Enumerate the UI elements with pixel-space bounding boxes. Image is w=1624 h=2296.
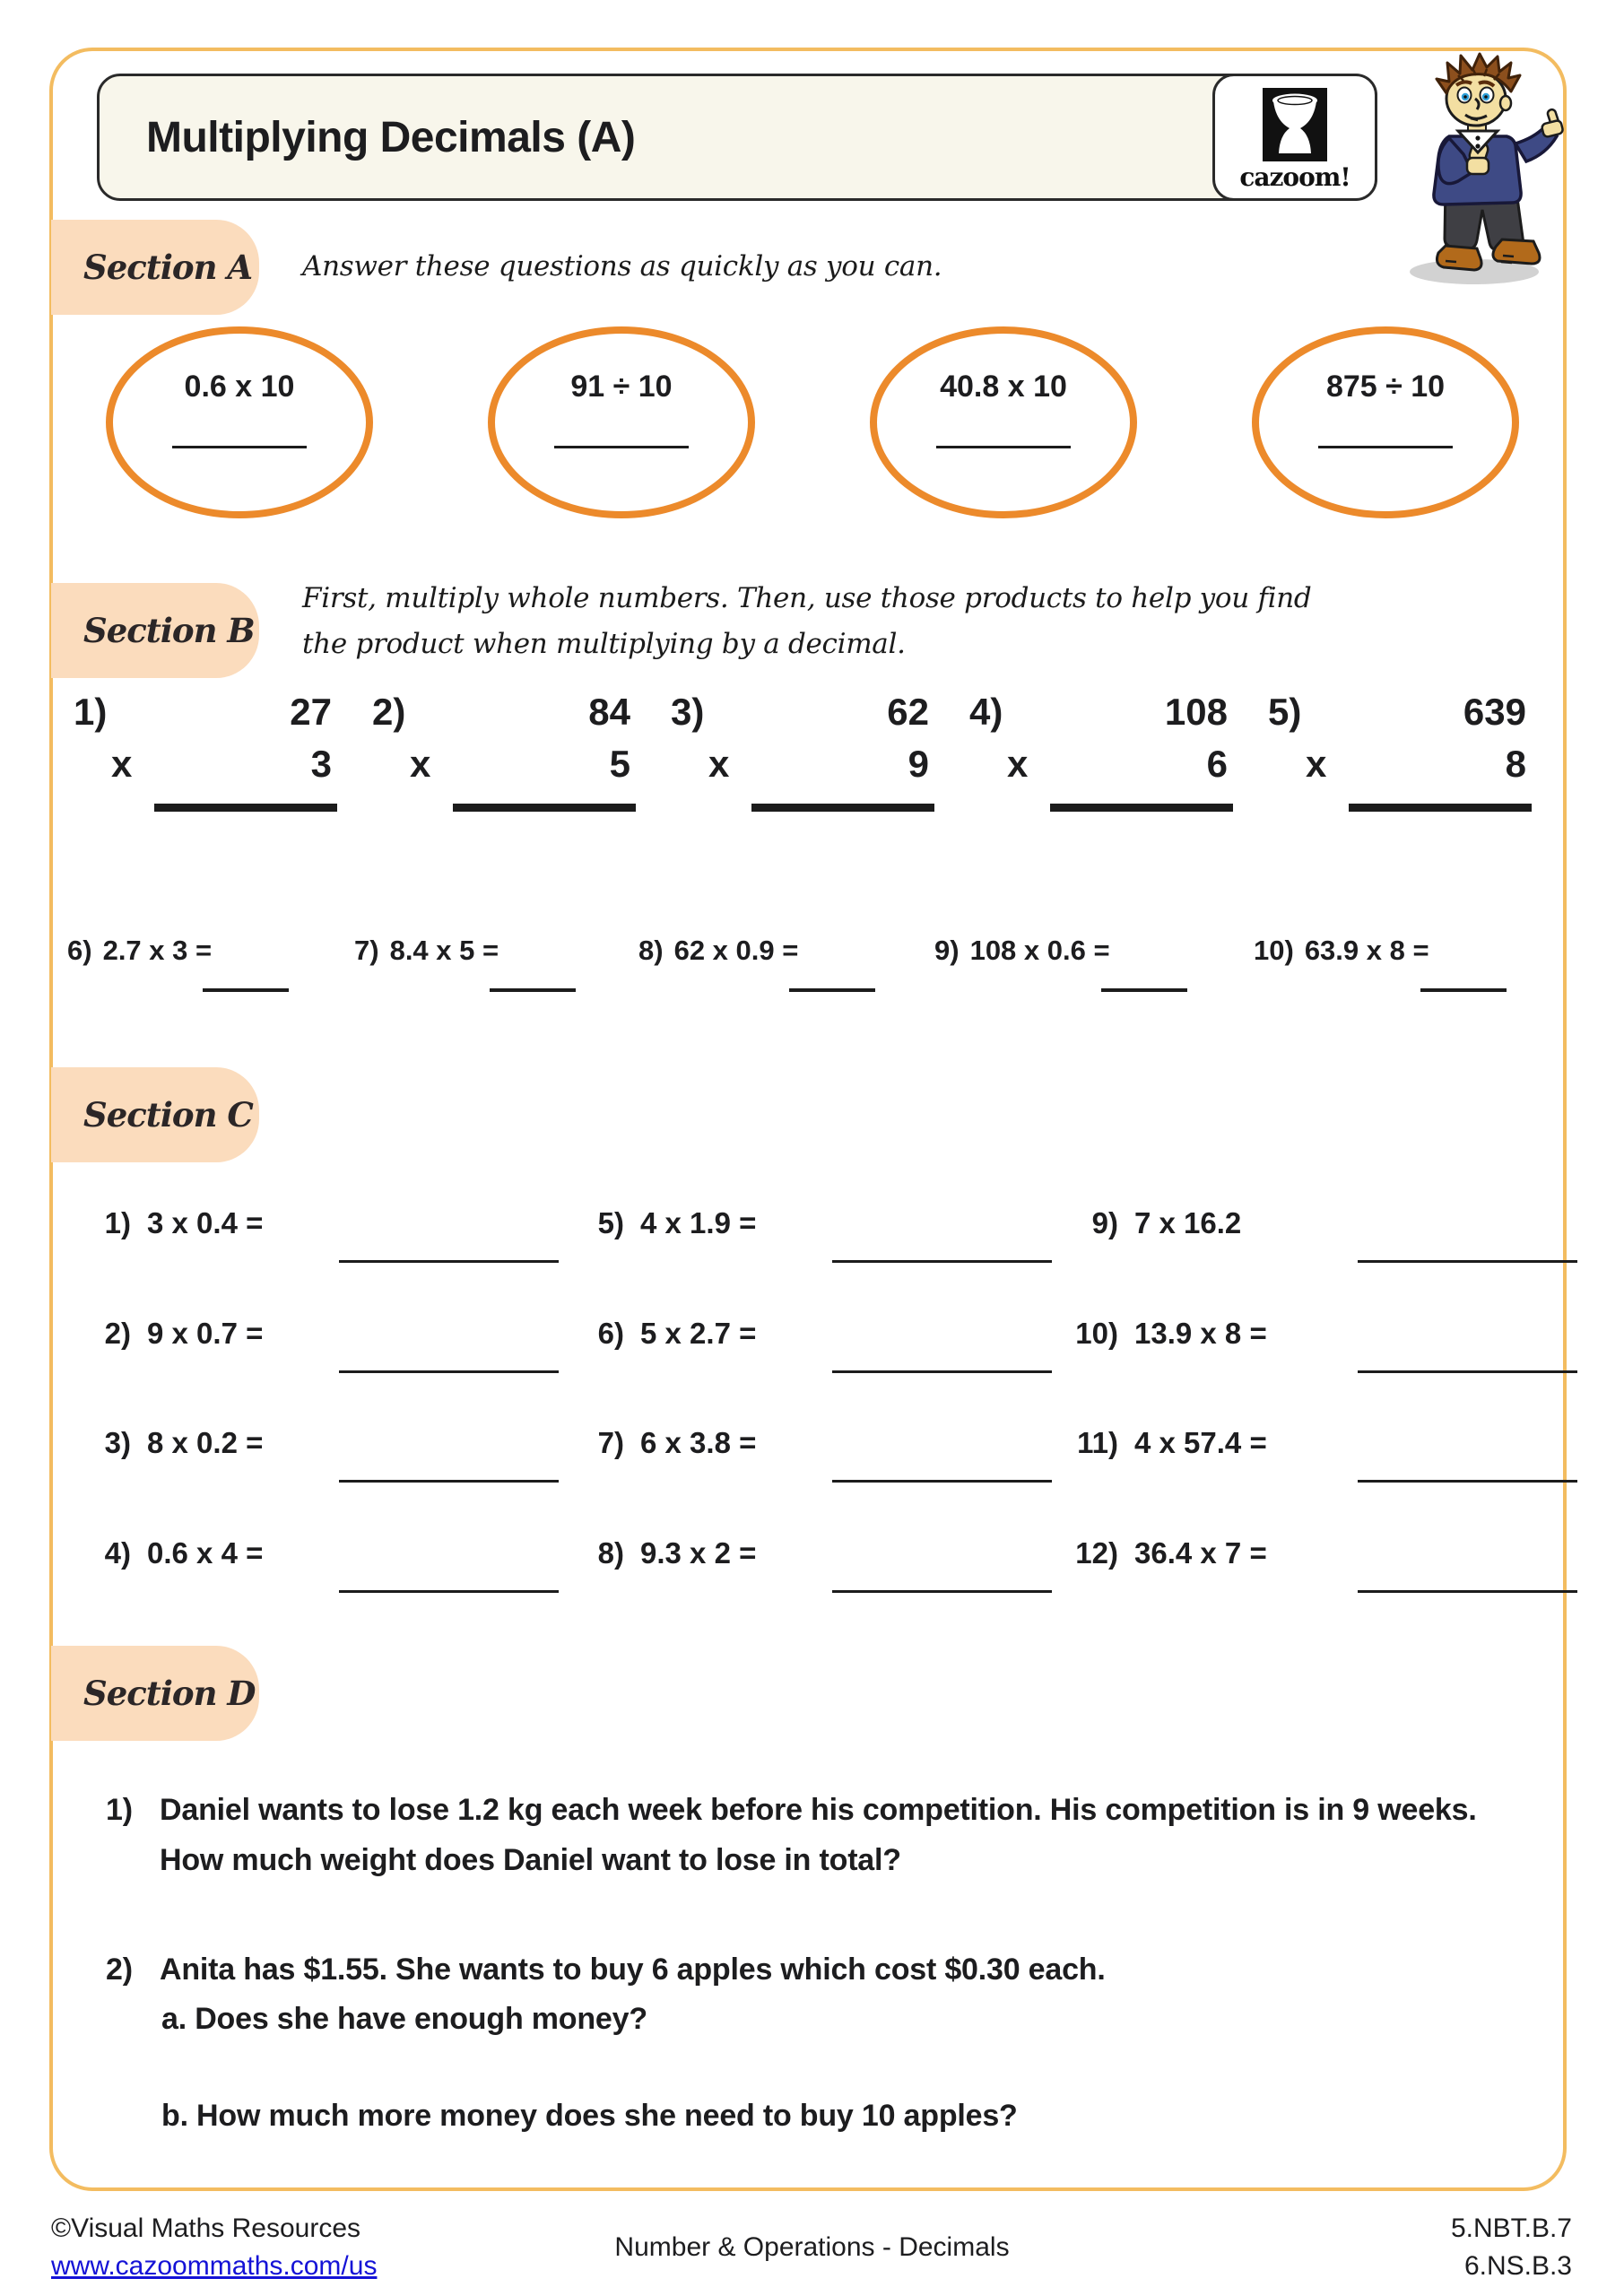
answer-rule bbox=[751, 804, 934, 812]
multiply-sign: x bbox=[410, 743, 431, 785]
multiplier: 9 bbox=[908, 743, 929, 785]
instruction-line: First, multiply whole numbers. Then, use those products to help you find bbox=[302, 582, 1312, 614]
problem-number: 4) bbox=[969, 691, 1003, 733]
multiplicand: 639 bbox=[1463, 691, 1526, 733]
problem-number: 6) bbox=[597, 1316, 624, 1350]
problem-expression: 3 x 0.4 = bbox=[147, 1206, 264, 1239]
answer-blank bbox=[832, 1230, 1052, 1263]
problem-number: 3) bbox=[104, 1426, 131, 1459]
problem-number: 2) bbox=[104, 1316, 131, 1350]
problem-expression: 2.7 x 3 = bbox=[102, 935, 213, 966]
multiplier: 6 bbox=[1206, 743, 1228, 785]
answer-blank bbox=[172, 446, 307, 448]
mascot-boy-character bbox=[1392, 52, 1571, 287]
answer-blank bbox=[339, 1340, 559, 1373]
problem-number: 7) bbox=[354, 935, 379, 966]
problem-expression: 4 x 57.4 = bbox=[1134, 1426, 1267, 1459]
problem-expression: 9 x 0.7 = bbox=[147, 1316, 264, 1350]
problem-row bbox=[581, 1317, 1052, 1427]
answer-blank bbox=[339, 1560, 559, 1593]
inline-problem bbox=[1254, 935, 1429, 992]
problem-number: 1) bbox=[74, 691, 108, 733]
inline-problem bbox=[67, 935, 212, 992]
problem-row bbox=[581, 1426, 1052, 1536]
title-box bbox=[97, 74, 1377, 201]
section-c-label: Section C bbox=[83, 1095, 253, 1135]
vertical-problem bbox=[372, 691, 639, 812]
section-b-badge bbox=[51, 583, 259, 678]
answer-blank bbox=[1318, 446, 1453, 448]
problem-expression: 4 x 1.9 = bbox=[640, 1206, 757, 1239]
problem-number: 1) bbox=[104, 1206, 131, 1239]
cazoom-logo bbox=[1212, 74, 1377, 201]
copyright-text: ©Visual Maths Resources bbox=[51, 2213, 361, 2243]
vertical-problem bbox=[671, 691, 938, 812]
word-problem-2a: a. Does she have enough money? bbox=[161, 2002, 647, 2036]
problem-row bbox=[88, 1317, 559, 1427]
answer-blank bbox=[936, 446, 1071, 448]
problem-row bbox=[581, 1206, 1052, 1317]
problem-expression: 108 x 0.6 = bbox=[969, 935, 1110, 966]
problem-row bbox=[1054, 1536, 1577, 1647]
answer-blank bbox=[339, 1230, 559, 1263]
problem-number: 1) bbox=[106, 1793, 133, 1827]
vertical-problem bbox=[74, 691, 341, 812]
answer-rule bbox=[154, 804, 337, 812]
section-d-badge bbox=[51, 1646, 259, 1741]
footer-topic: Number & Operations - Decimals bbox=[614, 2232, 1010, 2262]
problem-row bbox=[88, 1426, 559, 1536]
answer-blank bbox=[203, 988, 289, 992]
problem-row bbox=[1054, 1317, 1577, 1427]
problem-row bbox=[1054, 1206, 1577, 1317]
cazoom-logo-text: cazoom! bbox=[1239, 162, 1350, 192]
section-d-label: Section D bbox=[83, 1674, 256, 1713]
problem-expression: 9.3 x 2 = bbox=[640, 1535, 757, 1570]
answer-blank bbox=[832, 1340, 1052, 1373]
inline-problem bbox=[638, 935, 798, 992]
section-c-column-3 bbox=[1054, 1206, 1577, 1646]
problem-expression: 63.9 x 8 = bbox=[1304, 935, 1429, 966]
answer-blank bbox=[339, 1449, 559, 1483]
multiplicand: 108 bbox=[1164, 691, 1228, 733]
problem-expression: 8 x 0.2 = bbox=[147, 1426, 264, 1459]
answer-rule bbox=[453, 804, 636, 812]
section-c-column-1 bbox=[88, 1206, 559, 1646]
answer-blank bbox=[832, 1560, 1052, 1593]
problem-number: 8) bbox=[597, 1535, 624, 1570]
problem-number: 3) bbox=[671, 691, 705, 733]
multiplier: 8 bbox=[1505, 743, 1526, 785]
standard-code: 6.NS.B.3 bbox=[1463, 2251, 1572, 2281]
page-title: Multiplying Decimals (A) bbox=[146, 113, 636, 161]
problem-row bbox=[88, 1206, 559, 1317]
answer-blank bbox=[490, 988, 576, 992]
problem-number: 5) bbox=[597, 1206, 624, 1239]
multiply-sign: x bbox=[1007, 743, 1029, 785]
answer-blank bbox=[554, 446, 689, 448]
section-c-badge bbox=[51, 1067, 259, 1162]
multiply-sign: x bbox=[1306, 743, 1327, 785]
problem-row bbox=[1054, 1426, 1577, 1536]
problem-number: 5) bbox=[1268, 691, 1302, 733]
problem-text: Daniel wants to lose 1.2 kg each week before his competition. His competition is in 9 weeks. How much weight does Daniel want to lose in total? bbox=[160, 1793, 1477, 1877]
problem-expression: 13.9 x 8 = bbox=[1134, 1316, 1267, 1350]
oval-problem bbox=[106, 326, 373, 518]
problem-number: 6) bbox=[67, 935, 92, 966]
problem-number: 7) bbox=[597, 1426, 624, 1459]
drum-icon bbox=[1263, 88, 1327, 161]
problem-row bbox=[581, 1536, 1052, 1647]
multiplier: 3 bbox=[310, 743, 332, 785]
word-problem-1 bbox=[106, 1785, 1541, 1885]
answer-blank bbox=[1358, 1340, 1577, 1373]
problem-expression: 62 x 0.9 = bbox=[673, 935, 799, 966]
footer-standards bbox=[1451, 2210, 1572, 2285]
multiply-sign: x bbox=[111, 743, 133, 785]
problem-number: 10) bbox=[1075, 1316, 1118, 1350]
problem-number: 9) bbox=[934, 935, 960, 966]
multiplicand: 84 bbox=[588, 691, 630, 733]
section-a-problems bbox=[106, 326, 1519, 518]
inline-problem bbox=[354, 935, 499, 992]
problem-expression: 40.8 x 10 bbox=[940, 370, 1067, 404]
problem-expression: 0.6 x 4 = bbox=[147, 1535, 264, 1570]
problem-expression: 8.4 x 5 = bbox=[389, 935, 499, 966]
section-a-instruction: Answer these questions as quickly as you can. bbox=[302, 250, 942, 283]
inline-problem bbox=[934, 935, 1110, 992]
section-a-label: Section A bbox=[83, 248, 253, 287]
problem-expression: 6 x 3.8 = bbox=[640, 1426, 757, 1459]
answer-blank bbox=[1101, 988, 1187, 992]
problem-number: 12) bbox=[1075, 1535, 1118, 1570]
oval-problem bbox=[488, 326, 755, 518]
answer-blank bbox=[1420, 988, 1507, 992]
problem-expression: 91 ÷ 10 bbox=[570, 370, 673, 404]
answer-blank bbox=[832, 1449, 1052, 1483]
standard-code: 5.NBT.B.7 bbox=[1450, 2213, 1572, 2243]
multiplicand: 62 bbox=[887, 691, 929, 733]
problem-number: 4) bbox=[104, 1535, 131, 1570]
problem-expression: 875 ÷ 10 bbox=[1325, 370, 1446, 404]
section-b-instruction bbox=[302, 576, 1311, 667]
problem-expression: 0.6 x 10 bbox=[184, 370, 295, 404]
problem-text: Anita has $1.55. She wants to buy 6 apples which cost $0.30 each. bbox=[160, 1952, 1106, 1987]
problem-number: 9) bbox=[1091, 1206, 1118, 1239]
multiplicand: 27 bbox=[290, 691, 332, 733]
answer-blank bbox=[1358, 1230, 1577, 1263]
section-b-vertical-problems bbox=[74, 691, 1535, 812]
section-b-label: Section B bbox=[83, 611, 255, 650]
answer-blank bbox=[1358, 1449, 1577, 1483]
problem-expression: 36.4 x 7 = bbox=[1134, 1535, 1267, 1570]
section-a-badge bbox=[51, 220, 259, 315]
problem-expression: 5 x 2.7 = bbox=[640, 1316, 757, 1350]
problem-row bbox=[88, 1536, 559, 1647]
word-problem-2b: b. How much more money does she need to buy 10 apples? bbox=[161, 2099, 1018, 2133]
answer-rule bbox=[1050, 804, 1233, 812]
problem-number: 10) bbox=[1254, 935, 1294, 966]
problem-number: 2) bbox=[106, 1952, 133, 1987]
word-problem-2 bbox=[106, 1944, 1541, 1995]
section-c-column-2 bbox=[581, 1206, 1052, 1646]
vertical-problem bbox=[1268, 691, 1535, 812]
problem-expression: 7 x 16.2 bbox=[1134, 1206, 1242, 1239]
answer-blank bbox=[789, 988, 875, 992]
oval-problem bbox=[870, 326, 1137, 518]
oval-problem bbox=[1252, 326, 1519, 518]
multiplier: 5 bbox=[609, 743, 630, 785]
problem-number: 2) bbox=[372, 691, 406, 733]
vertical-problem bbox=[969, 691, 1237, 812]
problem-number: 8) bbox=[638, 935, 664, 966]
problem-number: 11) bbox=[1077, 1426, 1118, 1459]
answer-rule bbox=[1349, 804, 1532, 812]
multiply-sign: x bbox=[708, 743, 730, 785]
answer-blank bbox=[1358, 1560, 1577, 1593]
instruction-line: the product when multiplying by a decimal. bbox=[302, 628, 906, 660]
website-link[interactable]: www.cazoommaths.com/us bbox=[51, 2251, 378, 2281]
